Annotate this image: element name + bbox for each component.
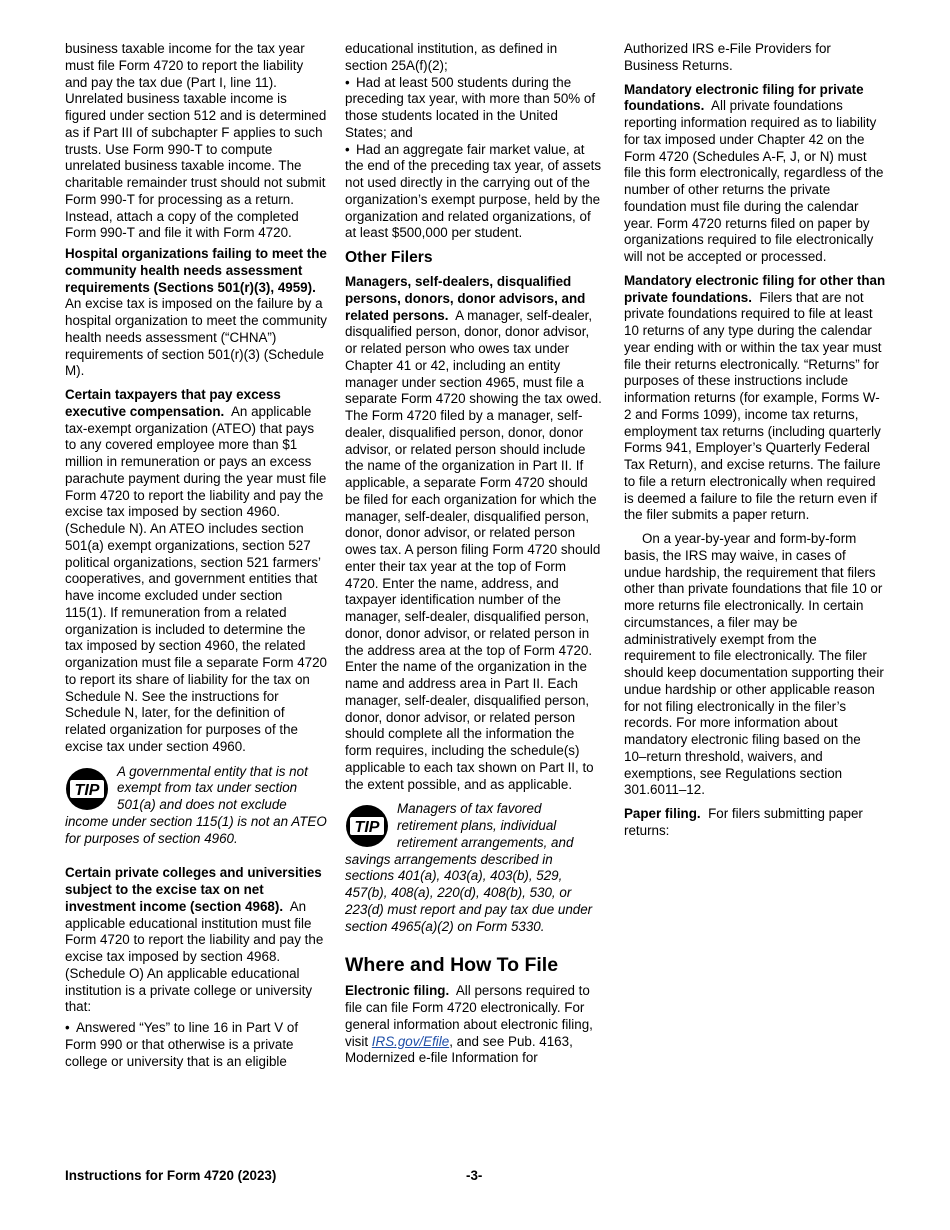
- paragraph-continued: educational institution, as defined in section 25A(f)(2);: [345, 41, 558, 73]
- run-in-heading: Paper filing.: [624, 806, 701, 821]
- paragraph-waiver: On a year-by-year and form-by-form basis, the IRS may waive, in cases of undue hardship, the requirement that filers other than private foundations that file 10 or more returns file electronically. In certain circumstances, a filer may be administratively exempt from the requirement to file electronically. The filer should keep documentation supporting their undue hardship or other applicable reason for not filing electronically in the filer’s records. For more information about mandatory electronic filing based on the 10–return threshold, waivers, and exemptions, see Regulations section 301.6011–12.: [624, 531, 884, 798]
- page-number: -3-: [466, 1168, 483, 1183]
- tip-icon: [345, 804, 389, 848]
- tip-box: [65, 764, 327, 848]
- heading-where-and-how-to-file: Where and How To File: [345, 954, 559, 977]
- tip-text: Managers of tax favored retirement plans, individual retirement arrangements, and savings arrangements described in sections 401(a), 403(a), 403(b), 529, 457(b), 408(a), 220(d), 408(b), 530, or 223(d) must report and pay tax due under section 4965(a)(2) on Form 5330.: [345, 801, 593, 934]
- bullet-item: [345, 142, 603, 243]
- irs-efile-link[interactable]: IRS.gov/Efile: [371, 1033, 450, 1049]
- run-in-heading: Electronic filing.: [345, 983, 450, 999]
- paragraph-body: A manager, self-dealer, disqualified person, donor, donor advisor, or related person who owes tax under Chapter 41 or 42, including an entity manager under section 4965, must file a separate Form 4720 showing the tax owed. The Form 4720 filed by a manager, self-dealer, disqualified person, donor, donor advisor, or related person should include the name of the organization in Part II. If applicable, a separate Form 4720 should be filed for each organization for which the manager, self-dealer, disqualified person, donor, donor advisor, or related person owes tax. A person filing Form 4720 should enter their tax year at the top of Form 4720. Enter the name, address, and taxpayer identification number of the manager, self-dealer, disqualified person, donor, donor advisor, or related person in the address area at the top of Form 4720. Enter the name of the organization in the name and address area in Part II. Each manager, self-dealer, disqualified person, donor, donor advisor, or related person should complete all the information the form requires, including the schedule(s) applicable to each tax shown on Part II, to the extent possible, and as applicable.: [345, 307, 602, 792]
- bullet-item: [345, 75, 603, 142]
- paragraph-body: An excise tax is imposed on the failure by a hospital organization to meet the community health needs assessment (“CHNA”) requirements of section 501(r)(3) (Schedule M).: [65, 296, 328, 379]
- column-2: [345, 41, 603, 1074]
- paragraph-continued: business taxable income for the tax year must file Form 4720 to report the liability and pay the tax due (Part I, line 11). Unrelated business taxable income is figured under section 512 and is determined as if Part III of subchapter F applies to such trusts. Use Form 990-T to compute unrelated business taxable income. The charitable remainder trust should not submit Form 990-T for processing as a return. Instead, attach a copy of the completed Form 990-T and file it with Form 4720.: [65, 41, 327, 241]
- run-in-heading: Managers, self-dealers, disqualified persons, donors, donor advisors, and related persons.: [345, 274, 586, 323]
- tip-icon: [65, 767, 109, 811]
- column-1: [65, 41, 327, 1070]
- bullet-icon: •: [345, 141, 350, 157]
- paragraph-excess-compensation: [65, 387, 327, 756]
- paragraph-continued: Authorized IRS e-File Providers for Business Returns.: [624, 41, 831, 73]
- bullet-icon: •: [345, 74, 350, 90]
- paragraph-body: An applicable tax-exempt organization (ATEO) that pays to any covered employee more than $1 million in remuneration or pays an excess parachute payment during the year must file Form 4720 to report the liability and pay the excise tax imposed by section 4960. (Schedule N). An ATEO includes section 501(a) exempt organizations, section 527 political organizations, section 521 farmers’ cooperatives, and government entities that have income excluded under section 115(1). If remuneration from a related organization is included to determine the tax imposed by section 4960, the related organization must file a separate Form 4720 to report its share of liability for the tax on Schedule N. See the instructions for Schedule N, later, for the definition of related organization for purposes of the excise tax under section 4960.: [65, 403, 328, 754]
- tip-box: [345, 801, 603, 935]
- footer-form-title: Instructions for Form 4720 (2023): [65, 1168, 277, 1183]
- run-in-heading: Mandatory electronic filing for private foundations.: [624, 81, 864, 114]
- tip-label: TIP: [74, 781, 100, 799]
- paragraph-mandatory-private-foundations: [624, 82, 886, 266]
- page-footer: [65, 1168, 886, 1186]
- paragraph-paper-filing: [624, 806, 886, 840]
- paragraph-body: All persons required to file can file Form 4720 electronically. For general information about electronic filing, visit: [345, 983, 593, 1049]
- bullet-text: Had at least 500 students during the preceding tax year, with more than 50% of those students located in the United States; and: [345, 74, 596, 140]
- paragraph-body: An applicable educational institution must file Form 4720 to report the liability and pay the excise tax imposed by section 4968. (Schedule O) An applicable educational institution is a private college or university that:: [65, 898, 324, 1015]
- column-3: [624, 41, 886, 847]
- paragraph-colleges: [65, 865, 327, 1016]
- run-in-heading: Mandatory electronic filing for other than private foundations.: [624, 272, 886, 305]
- heading-other-filers: Other Filers: [345, 249, 433, 266]
- bullet-text: Answered “Yes” to line 16 in Part V of Form 990 or that otherwise is a private college or university that is an eligible: [65, 1020, 299, 1069]
- run-in-heading: Certain taxpayers that pay excess executive compensation.: [65, 387, 281, 419]
- tip-label: TIP: [354, 819, 380, 837]
- paragraph-mandatory-other: [624, 273, 886, 524]
- paragraph-body-end: , and see Pub. 4163, Modernized e-file Information for: [345, 1033, 573, 1066]
- paragraph-body: Filers that are not private foundations required to file at least 10 returns of any type during the calendar year ending with or within the tax year must file their returns electronically. “Returns” for purposes of these instructions include information returns (for example, Forms W-2 and Forms 1099), income tax returns, employment tax returns (including quarterly Forms 941, Employer’s Quarterly Federal Tax Return), and excise returns. The failure to file a return electronically when required is deemed a failure to file the return even if the filer submits a paper return.: [624, 289, 882, 523]
- bullet-icon: •: [65, 1020, 70, 1035]
- paragraph-body: For filers submitting paper returns:: [624, 806, 863, 838]
- bullet-item: [65, 1020, 327, 1070]
- run-in-heading: Hospital organizations failing to meet the community health needs assessment requirements (Sections 501(r)(3), 4959).: [65, 246, 327, 295]
- paragraph-hospital-organizations: [65, 246, 327, 380]
- tip-text: A governmental entity that is not exempt from tax under section 501(a) and does not exclude income under section 115(1) is not an ATEO for purposes of section 4960.: [65, 763, 327, 846]
- paragraph-managers: [345, 274, 603, 793]
- run-in-heading: Certain private colleges and universities subject to the excise tax on net investment income (section 4968).: [65, 865, 322, 914]
- paragraph-body: All private foundations reporting information required as to liability for tax imposed under Chapter 42 on the Form 4720 (Schedules A-F, J, or N) must file this form electronically, regardless of the number of other returns the private foundation must file during the calendar year. Form 4720 returns filed on paper by organizations required to file electronically will not be accepted or processed.: [624, 98, 884, 264]
- paragraph-electronic-filing: [345, 983, 603, 1067]
- bullet-text: Had an aggregate fair market value, at the end of the preceding tax year, of assets not used directly in the carrying out of the organization’s exempt purpose, held by the organization and related organizations, of at least $500,000 per student.: [345, 141, 602, 241]
